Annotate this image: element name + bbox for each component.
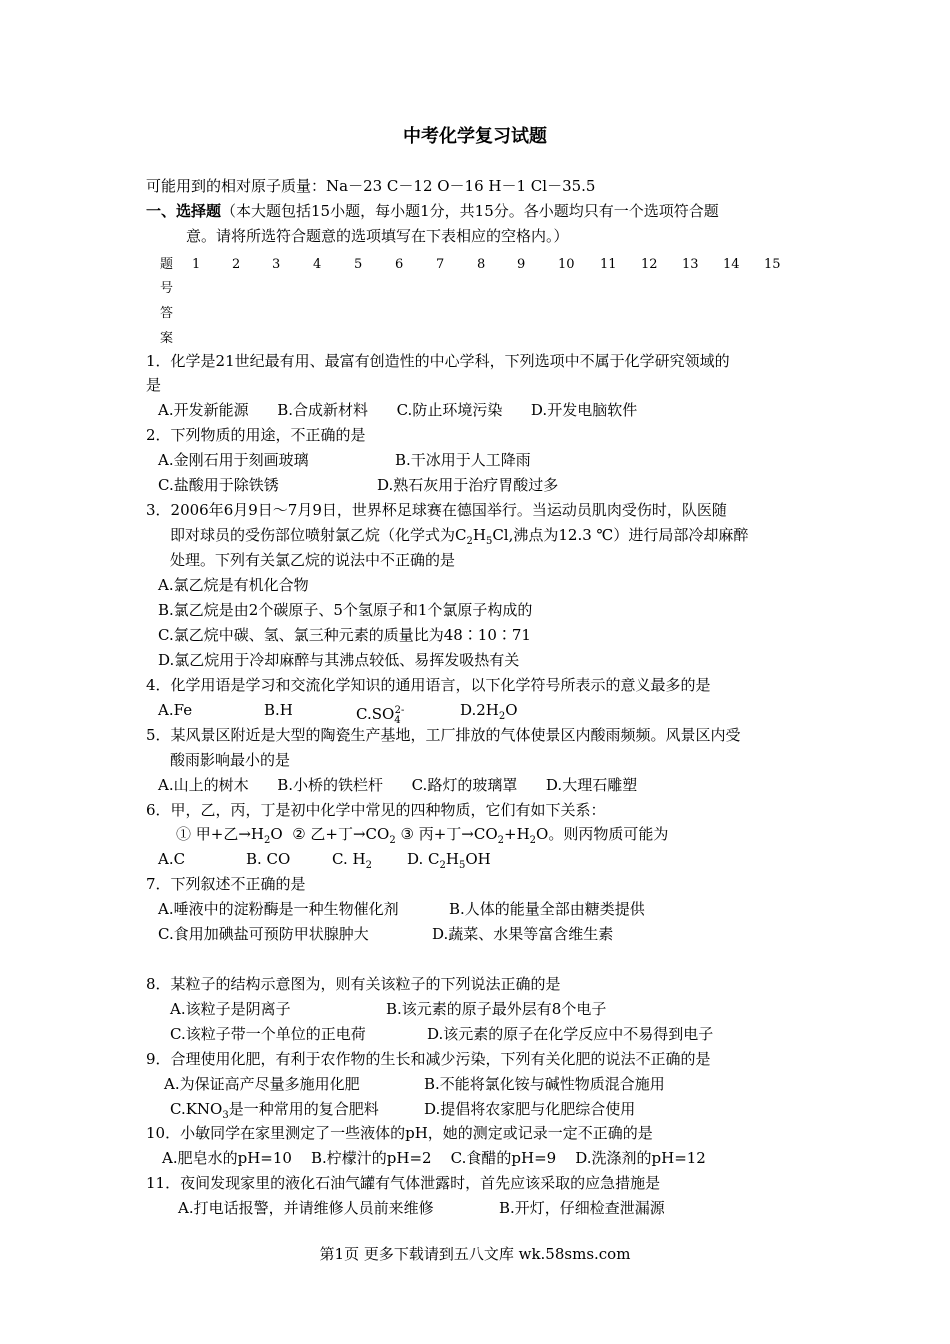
question-7-option-d: D.蔬菜、水果等富含维生素 [432,925,614,943]
question-8-option-d: D.该元素的原子在化学反应中不易得到电子 [427,1025,714,1043]
question-4-option-d: $D.2H_2O$ [460,701,518,722]
section-label: 一、选择题 [146,202,222,220]
question-7-option-a: A.唾液中的淀粉酶是一种生物催化剂 [158,900,399,918]
table-number: 12 [641,257,658,272]
question-8-option-b: B.该元素的原子最外层有8个电子 [386,1000,607,1018]
question-9-option-c: $C.KNO_3$是一种常用的复合肥料 [170,1100,379,1121]
section-desc: （本大题包括15小题，每小题1分，共15分。各小题均只有一个选项符合题 [221,202,719,220]
question-2-option-a: A.金刚石用于刻画玻璃 [158,451,309,469]
question-1: 1．化学是21世纪最有用、最富有创造性的中心学科，下列选项中不属于化学研究领域的 [146,352,730,370]
question-9-option-a: A.为保证高产尽量多施用化肥 [164,1075,360,1093]
question-10-options: A.肥皂水的pH=10 B.柠檬汁的pH=2 C.食醋的pH=9 D.洗涤剂的pH=12 [162,1149,706,1167]
question-8: 8．某粒子的结构示意图为，则有关该粒子的下列说法正确的是 [146,975,561,993]
question-9: 9．合理使用化肥，有利于农作物的生长和减少污染，下列有关化肥的说法不正确的是 [146,1050,711,1068]
table-number: 1 [192,257,201,272]
table-number: 5 [354,257,363,272]
question-3-option-d: D.氯乙烷用于冷却麻醉与其沸点较低、易挥发吸热有关 [158,651,520,669]
question-6: 6．甲，乙，丙，丁是初中化学中常见的四种物质，它们有如下关系： [146,801,606,819]
table-number: 10 [558,257,575,272]
question-9-option-d: D.提倡将农家肥与化肥综合使用 [424,1100,636,1118]
table-head-2a: 答 [160,306,174,321]
question-2-option-d: D.熟石灰用于治疗胃酸过多 [377,476,559,494]
table-number: 9 [517,257,526,272]
table-number: 15 [764,257,781,272]
table-head-2b: 案 [160,331,174,346]
question-3-option-a: A.氯乙烷是有机化合物 [158,576,309,594]
atomic-mass-line: 可能用到的相对原子质量：Na－23 C－12 O－16 H－1 Cl－35.5 [146,177,596,195]
table-number: 3 [272,257,281,272]
question-2-option-c: C.盐酸用于除铁锈 [158,476,279,494]
question-6-option-c: C. $H_2$ [332,850,372,871]
question-3: 3．2006年6月9日～7月9日，世界杯足球赛在德国举行。当运动员肌肉受伤时，队医随 [146,501,727,519]
question-6-relations: ① 甲+乙$\to H_2O$ ② 乙+丁$\to CO_2$ ③ 丙+丁$\to CO_2+H_2O$。则丙物质可能为 [176,825,669,846]
question-11-option-a: A.打电话报警，并请维修人员前来维修 [178,1199,434,1217]
question-8-option-c: C.该粒子带一个单位的正电荷 [170,1025,366,1043]
question-10: 10．小敏同学在家里测定了一些液体的pH，她的测定或记录一定不正确的是 [146,1124,653,1142]
question-5-cont: 酸雨影响最小的是 [170,751,291,769]
question-1-cont: 是 [146,376,162,394]
question-9-option-b: B.不能将氯化铵与碱性物质混合施用 [424,1075,665,1093]
table-number: 11 [600,257,617,272]
question-1-options: A.开发新能源 B.合成新材料 C.防止环境污染 D.开发电脑软件 [158,401,638,419]
question-7-option-b: B.人体的能量全部由糖类提供 [449,900,645,918]
table-number: 8 [477,257,486,272]
question-7: 7．下列叙述不正确的是 [146,875,306,893]
question-3-cont: 即对球员的受伤部位喷射氯乙烷（化学式为$C_2H_5Cl$,沸点为12.3 ℃）进行局部冷却麻醉 [170,526,749,547]
question-5-options: A.山上的树木 B.小桥的铁栏杆 C.路灯的玻璃罩 D.大理石雕塑 [158,776,638,794]
question-2: 2．下列物质的用途，不正确的是 [146,426,366,444]
question-3-option-c: C.氯乙烷中碳、氢、氯三种元素的质量比为48∶10∶71 [158,626,531,644]
question-4: 4．化学用语是学习和交流化学知识的通用语言，以下化学符号所表示的意义最多的是 [146,676,711,694]
section-heading [146,199,719,224]
question-6-option-d: D. $C_2H_5OH$ [407,850,491,871]
table-number: 7 [436,257,445,272]
table-number: 6 [395,257,404,272]
question-11: 11．夜间发现家里的液化石油气罐有气体泄露时，首先应该采取的应急措施是 [146,1174,661,1192]
page-title: 中考化学复习试题 [403,126,547,147]
question-4-option-b: B.H [264,701,293,719]
question-6-option-a: A.C [158,850,186,868]
table-head-1a: 题 [160,257,174,272]
question-4-option-c: $C.SO_4^{2-}$ [356,705,405,726]
page-footer: 第1页 更多下载请到五八文库 wk.58sms.com [319,1245,631,1263]
question-11-option-b: B.开灯，仔细检查泄漏源 [499,1199,665,1217]
table-number: 4 [313,257,322,272]
table-number: 2 [232,257,241,272]
question-8-option-a: A.该粒子是阴离子 [170,1000,291,1018]
section-desc-cont: 意。请将所选符合题意的选项填写在下表相应的空格内。） [186,227,569,245]
table-number: 14 [723,257,740,272]
question-6-option-b: B. CO [246,850,291,868]
question-5: 5．某风景区附近是大型的陶瓷生产基地，工厂排放的气体使景区内酸雨频频。风景区内受 [146,726,741,744]
question-3-option-b: B.氯乙烷是由2个碳原子、5个氢原子和1个氯原子构成的 [158,601,533,619]
table-number: 13 [682,257,699,272]
question-2-option-b: B.干冰用于人工降雨 [395,451,531,469]
question-3-cont2: 处理。下列有关氯乙烷的说法中不正确的是 [170,551,456,569]
question-4-option-a: A.Fe [158,701,193,719]
table-head-1b: 号 [160,281,174,296]
question-7-option-c: C.食用加碘盐可预防甲状腺肿大 [158,925,369,943]
